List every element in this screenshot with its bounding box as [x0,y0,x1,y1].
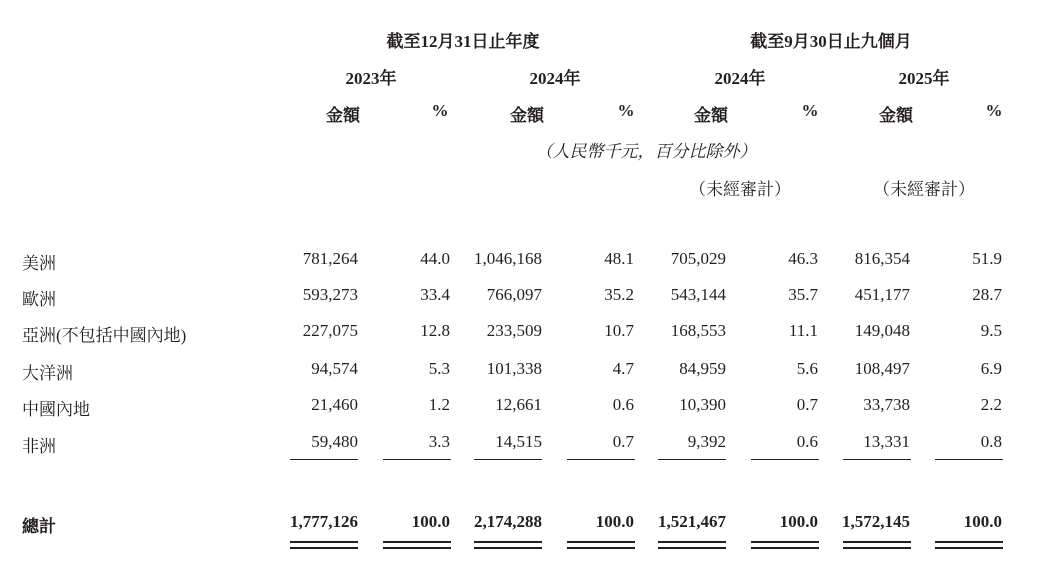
amount-cell: 14,515 [495,432,542,451]
subtotal-rule [474,459,542,460]
subtotal-rule [567,459,635,460]
pct-cell: 9.5 [980,321,1002,340]
row-label: 非洲 [22,437,56,456]
amount-cell: 33,738 [863,395,910,414]
unaudited-label: （未經審計） [689,180,791,199]
pct-cell: 35.7 [788,285,818,304]
pct-cell: 0.6 [612,395,634,414]
total-pct-cell: 100.0 [779,512,818,531]
amount-header: 金額 [694,106,728,125]
double-rule-line [290,547,358,549]
double-rule-line [843,541,911,543]
double-rule-line [567,541,635,543]
amount-header: 金額 [879,106,913,125]
year-header-2025-9m: 2025年 [898,69,950,88]
amount-cell: 451,177 [854,285,910,304]
amount-cell: 84,959 [679,359,726,378]
double-rule-line [935,541,1003,543]
total-pct-cell: 100.0 [411,512,450,531]
amount-cell: 227,075 [302,321,358,340]
pct-cell: 3.3 [428,432,450,451]
amount-cell: 94,574 [311,359,358,378]
pct-header: % [617,101,635,120]
amount-cell: 233,509 [486,321,542,340]
unit-note: （人民幣千元，百分比除外） [535,142,757,161]
year-header-2023: 2023年 [345,69,397,88]
total-amount-cell: 1,572,145 [842,512,910,531]
pct-cell: 6.9 [980,359,1002,378]
year-header-2024-fy: 2024年 [529,69,581,88]
total-pct-cell: 100.0 [595,512,634,531]
amount-cell: 781,264 [302,249,358,268]
pct-cell: 1.2 [428,395,450,414]
double-rule-line [751,541,819,543]
subtotal-rule [843,459,911,460]
double-rule-line [567,547,635,549]
pct-cell: 0.7 [796,395,818,414]
amount-cell: 59,480 [311,432,358,451]
pct-cell: 2.2 [980,395,1002,414]
amount-cell: 13,331 [863,432,910,451]
pct-cell: 44.0 [420,249,450,268]
amount-header: 金額 [510,106,544,125]
row-label: 大洋洲 [22,364,73,383]
amount-cell: 9,392 [687,432,726,451]
amount-cell: 21,460 [311,395,358,414]
row-label: 美洲 [22,254,56,273]
total-amount-cell: 1,777,126 [290,512,358,531]
year-header-2024-9m: 2024年 [714,69,766,88]
pct-cell: 48.1 [604,249,634,268]
pct-cell: 5.3 [428,359,450,378]
double-rule-line [843,547,911,549]
row-label: 歐洲 [22,290,56,309]
total-label: 總計 [22,517,56,536]
total-pct-cell: 100.0 [963,512,1002,531]
period-header-full-year: 截至12月31日止年度 [386,32,540,51]
amount-cell: 168,553 [670,321,726,340]
pct-header: % [801,101,819,120]
pct-cell: 0.7 [612,432,634,451]
period-header-nine-months: 截至9月30日止九個月 [750,32,912,51]
subtotal-rule [935,459,1003,460]
amount-cell: 101,338 [486,359,542,378]
subtotal-rule [658,459,726,460]
pct-cell: 4.7 [612,359,634,378]
subtotal-rule [383,459,451,460]
amount-cell: 149,048 [854,321,910,340]
pct-cell: 5.6 [796,359,818,378]
pct-cell: 35.2 [604,285,634,304]
double-rule-line [751,547,819,549]
pct-cell: 0.8 [980,432,1002,451]
pct-header: % [431,101,449,120]
total-amount-cell: 2,174,288 [474,512,542,531]
amount-cell: 108,497 [854,359,910,378]
double-rule-line [383,547,451,549]
double-rule-line [290,541,358,543]
amount-cell: 1,046,168 [474,249,542,268]
pct-cell: 12.8 [420,321,450,340]
amount-cell: 12,661 [495,395,542,414]
double-rule-line [935,547,1003,549]
amount-cell: 705,029 [670,249,726,268]
double-rule-line [658,541,726,543]
subtotal-rule [751,459,819,460]
row-label: 中國內地 [22,400,90,419]
subtotal-rule [290,459,358,460]
double-rule-line [383,541,451,543]
pct-cell: 33.4 [420,285,450,304]
row-label: 亞洲(不包括中國內地) [22,326,187,345]
amount-cell: 816,354 [854,249,910,268]
pct-header: % [985,101,1003,120]
pct-cell: 28.7 [972,285,1002,304]
pct-cell: 51.9 [972,249,1002,268]
pct-cell: 46.3 [788,249,818,268]
amount-header: 金額 [326,106,360,125]
double-rule-line [474,547,542,549]
amount-cell: 543,144 [670,285,726,304]
pct-cell: 10.7 [604,321,634,340]
double-rule-line [474,541,542,543]
total-amount-cell: 1,521,467 [658,512,726,531]
double-rule-line [658,547,726,549]
unaudited-label: （未經審計） [873,180,975,199]
pct-cell: 0.6 [796,432,818,451]
pct-cell: 11.1 [788,321,818,340]
amount-cell: 593,273 [302,285,358,304]
amount-cell: 10,390 [679,395,726,414]
amount-cell: 766,097 [486,285,542,304]
